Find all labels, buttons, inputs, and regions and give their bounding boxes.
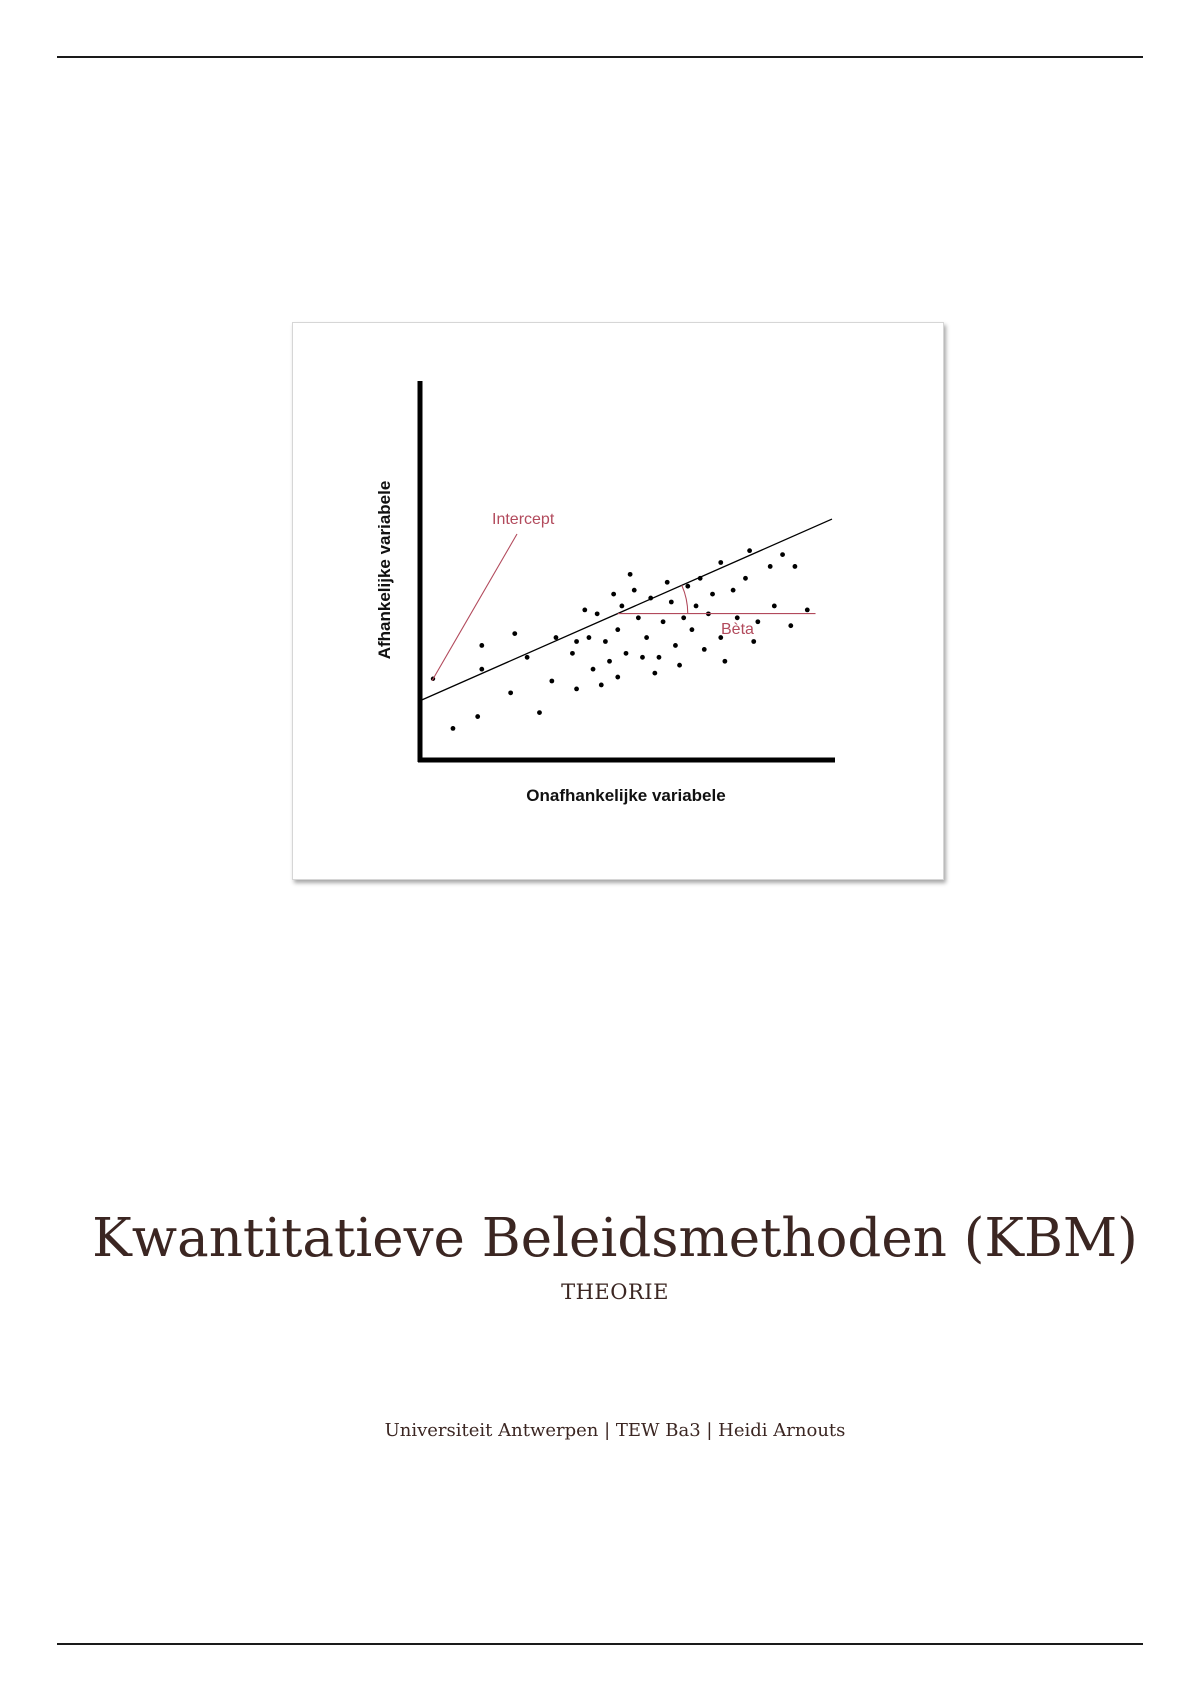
data-point (508, 690, 513, 695)
data-point (537, 710, 542, 715)
data-point (644, 635, 649, 640)
data-point (677, 663, 682, 668)
data-point (710, 592, 715, 597)
data-point (735, 615, 740, 620)
data-point (665, 580, 670, 585)
author-line: Universiteit Antwerpen | TEW Ba3 | Heidi Arnouts (384, 1420, 846, 1441)
data-point (772, 604, 777, 609)
data-point (731, 588, 736, 593)
document-title: Kwantitatieve Beleidsmethoden (KBM) (92, 1208, 1138, 1269)
regression-figure (292, 322, 944, 880)
data-point (793, 564, 798, 569)
data-point (681, 615, 686, 620)
intercept-label: Intercept (492, 511, 555, 528)
data-point (661, 619, 666, 624)
data-point (451, 726, 456, 731)
data-point (611, 592, 616, 597)
data-point (525, 655, 530, 660)
x-axis-label: Onafhankelijke variabele (526, 786, 726, 805)
data-point (574, 639, 579, 644)
data-point (475, 714, 480, 719)
header-rule (57, 56, 1143, 58)
data-point (669, 600, 674, 605)
data-point (690, 627, 695, 632)
data-point (640, 655, 645, 660)
data-point (636, 615, 641, 620)
footer-rule (57, 1643, 1143, 1645)
data-point (788, 623, 793, 628)
intercept-pointer (432, 534, 517, 681)
data-point (574, 687, 579, 692)
data-point (768, 564, 773, 569)
data-point (632, 588, 637, 593)
data-point (628, 572, 633, 577)
beta-label: Bèta (721, 621, 754, 638)
data-point (512, 631, 517, 636)
data-point (780, 552, 785, 557)
beta-angle-arc (682, 585, 688, 613)
data-point (694, 604, 699, 609)
data-point (607, 659, 612, 664)
data-point (673, 643, 678, 648)
data-point (702, 647, 707, 652)
data-point (582, 608, 587, 613)
data-point (722, 659, 727, 664)
regression-line (420, 519, 832, 701)
data-point (685, 584, 690, 589)
data-point (619, 604, 624, 609)
data-point (652, 671, 657, 676)
data-point (755, 619, 760, 624)
data-point (587, 635, 592, 640)
data-point (479, 643, 484, 648)
data-point (743, 576, 748, 581)
data-point (718, 560, 723, 565)
data-point (657, 655, 662, 660)
data-point (479, 667, 484, 672)
data-point (554, 635, 559, 640)
points-layer (431, 548, 810, 731)
scatter-chart (293, 323, 943, 879)
data-point (549, 679, 554, 684)
data-point (751, 639, 756, 644)
data-point (591, 667, 596, 672)
data-point (570, 651, 575, 656)
data-point (595, 611, 600, 616)
data-point (615, 627, 620, 632)
data-point (615, 675, 620, 680)
document-subtitle: THEORIE (561, 1280, 669, 1304)
data-point (805, 608, 810, 613)
y-axis-label: Afhankelijke variabele (375, 480, 394, 660)
data-point (624, 651, 629, 656)
data-point (747, 548, 752, 553)
data-point (603, 639, 608, 644)
data-point (599, 683, 604, 688)
